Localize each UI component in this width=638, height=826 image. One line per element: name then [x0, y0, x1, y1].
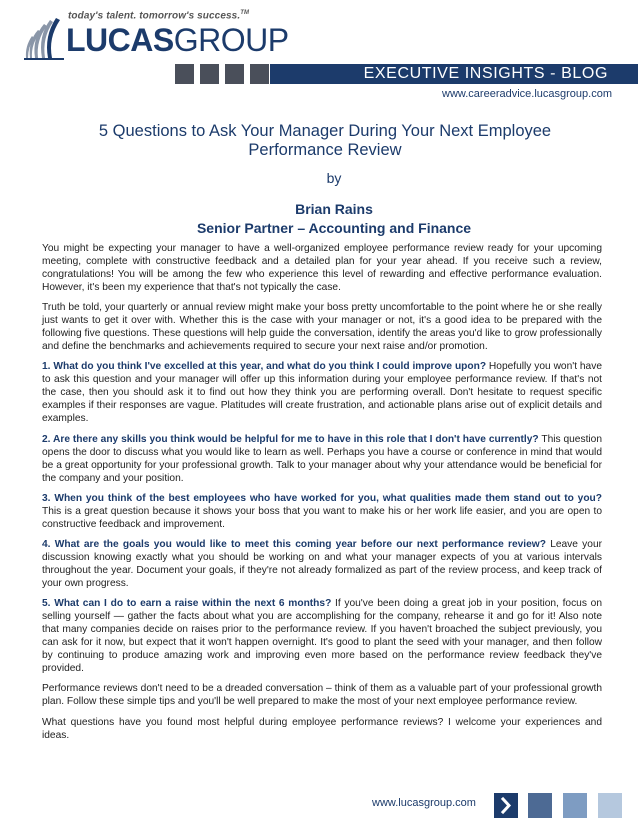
question-answer: This question opens the door to discuss what you would like to learn as well. Perhaps you have a course or conference in mind that would be a great opportunity for your professional growth. Talk to your manager about why your attendance would be beneficial for the company and your position.	[42, 433, 602, 484]
question-answer: Leave your discussion knowing exactly what you should be working on and what your manager expects of you at various intervals throughout the year. Document your goals, if they're not already formalized as part of the review process, and keep track of your own progress.	[42, 538, 602, 589]
blog-url[interactable]: www.careeradvice.lucasgroup.com	[442, 88, 612, 100]
question-paragraph	[42, 492, 602, 531]
question-paragraph	[42, 360, 602, 425]
footer-square	[528, 793, 552, 818]
question-heading: 5. What can I do to earn a raise within the next 6 months?	[42, 598, 332, 610]
section-banner	[270, 64, 638, 84]
brand-wordmark: LUCASGROUP	[66, 22, 289, 58]
question-answer: Hopefully you won't have to ask this question and your manager will offer up this information during your employee performance review. If that's not the case, then you should ask it to find out how they think you are performing overall. Don't hesitate to request specific examples if their responses are vague. Platitudes will create frustration, and actionable plans arise out of explicit details and examples.	[42, 361, 602, 425]
question-heading: 4. What are the goals you would like to meet this coming year before our next performance review?	[42, 538, 546, 550]
footer-url[interactable]: www.lucasgroup.com	[372, 797, 476, 809]
logo-tagline: today's talent. tomorrow's success.™	[68, 10, 250, 22]
closing-paragraph: Performance reviews don't need to be a dreaded conversation – think of them as a valuable part of your professional growth plan. Follow these simple tips and you'll be well prepared to make the most of your next employee performance review.	[42, 683, 602, 708]
section-title: EXECUTIVE INSIGHTS - BLOG	[363, 65, 608, 82]
question-answer: This is a great question because it shows your boss that you want to make his or her work life easier, and you are open to constructive feedback and improvement.	[42, 505, 602, 530]
closing-paragraph: What questions have you found most helpful during employee performance reviews? I welcome your experiences and ideas.	[42, 716, 602, 741]
author-role: Senior Partner – Accounting and Finance	[196, 220, 472, 236]
article-body	[42, 242, 602, 749]
question-paragraph	[42, 538, 602, 590]
question-paragraph	[42, 433, 602, 485]
article-title: 5 Questions to Ask Your Manager During Your Next Employee Performance Review	[98, 122, 552, 159]
author-name: Brian Rains	[295, 201, 373, 217]
question-paragraph	[42, 597, 602, 675]
page-header	[0, 0, 638, 110]
intro-paragraph: You might be expecting your manager to have a well-organized employee performance review ready for your upcoming meeting, complete with constructive feedback and a detailed plan for your year ahead. If you receive such a review, congratulations! You will be among the few who experience this level of rewarding and effective performance evaluation. However, it's been my experience that that's not typically the case.	[42, 243, 602, 293]
question-heading: 1. What do you think I've excelled at this year, and what do you think I could improve upon?	[42, 361, 487, 373]
chevron-right-icon[interactable]	[494, 793, 518, 818]
question-heading: 3. When you think of the best employees who have worked for you, what qualities made them stand out to you?	[42, 492, 602, 504]
question-heading: 2. Are there any skills you think would be helpful for me to have in this role that I don't have currently?	[42, 433, 539, 445]
footer-square	[598, 793, 622, 818]
question-answer: If you've been doing a great job in your position, focus on selling yourself — gather the facts about what you are accomplishing for the company, rehearse it and go for it! Also note that many companies decide on raises prior to the performance review. If you haven't broached the subject previously, you can ask for it now, but expect that it won't happen overnight. It's good to plant the seed with your manager, and then follow by continuing to produce amazing work and improving even more based on the performance review feedback they've provided.	[42, 598, 602, 675]
byline-by: by	[326, 170, 342, 186]
footer-square	[563, 793, 587, 818]
intro-paragraph: Truth be told, your quarterly or annual review might make your boss pretty uncomfortable to the point where he or she really just wants to get it over with. Whether this is the case with your manager or not, it's a good idea to be prepared with the following five questions. These questions will help guide the conversation, identify the areas you'd like to grow professionally and define the benchmarks and achievements required to secure your next raise and/or promotion.	[42, 302, 602, 353]
